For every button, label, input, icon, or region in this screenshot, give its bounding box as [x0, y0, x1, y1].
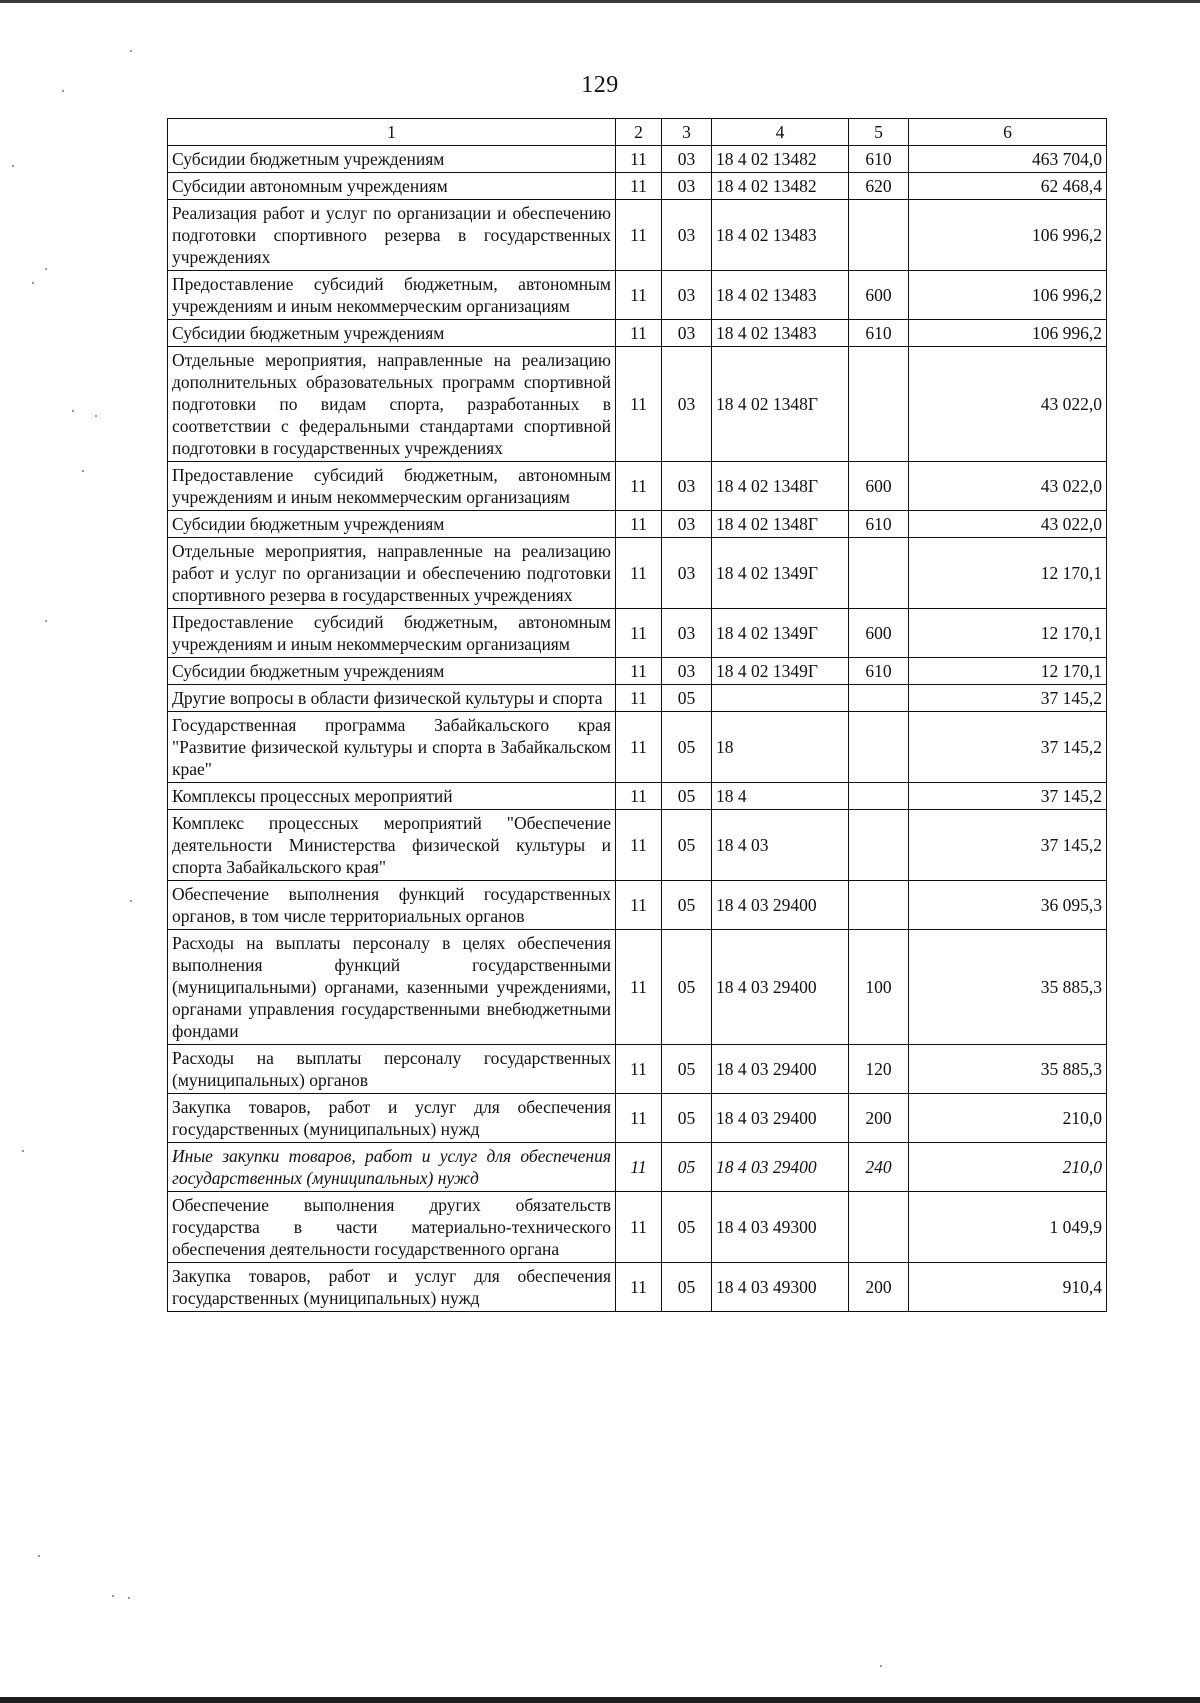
row-name-cell: Иные закупки товаров, работ и услуг для обеспечения государственных (муниципальных) нужд	[168, 1143, 616, 1192]
table-row	[168, 462, 1107, 511]
subsection-code-cell: 03	[662, 347, 712, 462]
section-code-cell: 11	[616, 462, 662, 511]
section-code-cell: 11	[616, 320, 662, 347]
amount-cell: 12 170,1	[909, 538, 1107, 609]
table-row	[168, 538, 1107, 609]
amount-cell: 37 145,2	[909, 685, 1107, 712]
table-row	[168, 810, 1107, 881]
expense-type-code-cell: 200	[849, 1094, 909, 1143]
scan-speck	[130, 50, 132, 52]
table-row	[168, 881, 1107, 930]
section-code-cell: 11	[616, 200, 662, 271]
expense-type-code-cell: 240	[849, 1143, 909, 1192]
target-article-code-cell: 18 4 03 29400	[712, 1143, 849, 1192]
table-row	[168, 1263, 1107, 1312]
scan-bottom-edge	[0, 1697, 1200, 1703]
expense-type-code-cell: 100	[849, 930, 909, 1045]
amount-cell: 35 885,3	[909, 1045, 1107, 1094]
target-article-code-cell: 18 4 03 29400	[712, 1094, 849, 1143]
row-name-cell: Государственная программа Забайкальского края "Развитие физической культуры и спорта в Забайкальском крае"	[168, 712, 616, 783]
row-name-cell: Субсидии бюджетным учреждениям	[168, 146, 616, 173]
budget-table	[167, 118, 1107, 1312]
section-code-cell: 11	[616, 1263, 662, 1312]
section-code-cell: 11	[616, 658, 662, 685]
row-name-cell: Субсидии бюджетным учреждениям	[168, 658, 616, 685]
subsection-code-cell: 05	[662, 810, 712, 881]
section-code-cell: 11	[616, 1094, 662, 1143]
expense-type-code-cell: 610	[849, 658, 909, 685]
subsection-code-cell: 03	[662, 146, 712, 173]
section-code-cell: 11	[616, 1143, 662, 1192]
scan-speck	[45, 268, 47, 270]
subsection-code-cell: 03	[662, 200, 712, 271]
column-header: 1	[168, 119, 616, 146]
amount-cell: 62 468,4	[909, 173, 1107, 200]
expense-type-code-cell	[849, 783, 909, 810]
scan-speck	[72, 410, 74, 412]
subsection-code-cell: 05	[662, 712, 712, 783]
expense-type-code-cell	[849, 200, 909, 271]
row-name-cell: Субсидии бюджетным учреждениям	[168, 511, 616, 538]
table-row	[168, 609, 1107, 658]
expense-type-code-cell: 200	[849, 1263, 909, 1312]
amount-cell: 12 170,1	[909, 658, 1107, 685]
amount-cell: 463 704,0	[909, 146, 1107, 173]
row-name-cell: Обеспечение выполнения других обязательств государства в части материально-технического обеспечения деятельности государственного органа	[168, 1192, 616, 1263]
table-header-row	[168, 119, 1107, 146]
table-row	[168, 658, 1107, 685]
scan-speck	[128, 1597, 130, 1599]
row-name-cell: Субсидии автономным учреждениям	[168, 173, 616, 200]
table-row	[168, 712, 1107, 783]
table-row	[168, 320, 1107, 347]
page-number: 129	[581, 72, 619, 98]
row-name-cell: Обеспечение выполнения функций государственных органов, в том числе территориальных органов	[168, 881, 616, 930]
amount-cell: 210,0	[909, 1094, 1107, 1143]
section-code-cell: 11	[616, 146, 662, 173]
subsection-code-cell: 05	[662, 685, 712, 712]
expense-type-code-cell: 600	[849, 271, 909, 320]
column-header: 5	[849, 119, 909, 146]
amount-cell: 36 095,3	[909, 881, 1107, 930]
target-article-code-cell	[712, 685, 849, 712]
target-article-code-cell: 18 4 02 1349Г	[712, 538, 849, 609]
expense-type-code-cell: 120	[849, 1045, 909, 1094]
section-code-cell: 11	[616, 271, 662, 320]
section-code-cell: 11	[616, 881, 662, 930]
table-row	[168, 146, 1107, 173]
section-code-cell: 11	[616, 347, 662, 462]
subsection-code-cell: 03	[662, 538, 712, 609]
table-row	[168, 1143, 1107, 1192]
section-code-cell: 11	[616, 685, 662, 712]
target-article-code-cell: 18 4 03 29400	[712, 881, 849, 930]
section-code-cell: 11	[616, 609, 662, 658]
target-article-code-cell: 18 4 02 13483	[712, 320, 849, 347]
section-code-cell: 11	[616, 930, 662, 1045]
table-row	[168, 1045, 1107, 1094]
scan-speck	[12, 165, 14, 167]
expense-type-code-cell	[849, 810, 909, 881]
subsection-code-cell: 03	[662, 609, 712, 658]
row-name-cell: Отдельные мероприятия, направленные на реализацию работ и услуг по организации и обеспечению подготовки спортивного резерва в государственных учреждениях	[168, 538, 616, 609]
expense-type-code-cell: 600	[849, 462, 909, 511]
subsection-code-cell: 05	[662, 1143, 712, 1192]
scan-speck	[22, 1150, 24, 1152]
table-row	[168, 685, 1107, 712]
expense-type-code-cell: 610	[849, 146, 909, 173]
subsection-code-cell: 05	[662, 1263, 712, 1312]
section-code-cell: 11	[616, 538, 662, 609]
table-row	[168, 783, 1107, 810]
section-code-cell: 11	[616, 712, 662, 783]
row-name-cell: Комплексы процессных мероприятий	[168, 783, 616, 810]
scan-speck	[95, 415, 97, 417]
amount-cell: 210,0	[909, 1143, 1107, 1192]
expense-type-code-cell	[849, 347, 909, 462]
expense-type-code-cell: 610	[849, 511, 909, 538]
target-article-code-cell: 18 4	[712, 783, 849, 810]
subsection-code-cell: 03	[662, 320, 712, 347]
subsection-code-cell: 05	[662, 1094, 712, 1143]
table-row	[168, 173, 1107, 200]
table-row	[168, 1192, 1107, 1263]
expense-type-code-cell	[849, 685, 909, 712]
target-article-code-cell: 18 4 03 49300	[712, 1263, 849, 1312]
target-article-code-cell: 18 4 03 49300	[712, 1192, 849, 1263]
subsection-code-cell: 03	[662, 271, 712, 320]
amount-cell: 106 996,2	[909, 200, 1107, 271]
section-code-cell: 11	[616, 783, 662, 810]
section-code-cell: 11	[616, 1192, 662, 1263]
amount-cell: 35 885,3	[909, 930, 1107, 1045]
amount-cell: 1 049,9	[909, 1192, 1107, 1263]
table-row	[168, 511, 1107, 538]
amount-cell: 12 170,1	[909, 609, 1107, 658]
target-article-code-cell: 18 4 02 1348Г	[712, 347, 849, 462]
table-row	[168, 1094, 1107, 1143]
subsection-code-cell: 05	[662, 930, 712, 1045]
section-code-cell: 11	[616, 511, 662, 538]
expense-type-code-cell	[849, 712, 909, 783]
subsection-code-cell: 05	[662, 881, 712, 930]
table-row	[168, 930, 1107, 1045]
target-article-code-cell: 18 4 03 29400	[712, 1045, 849, 1094]
amount-cell: 37 145,2	[909, 783, 1107, 810]
target-article-code-cell: 18	[712, 712, 849, 783]
column-header: 6	[909, 119, 1107, 146]
column-header: 2	[616, 119, 662, 146]
expense-type-code-cell: 610	[849, 320, 909, 347]
table-row	[168, 347, 1107, 462]
target-article-code-cell: 18 4 02 1348Г	[712, 511, 849, 538]
column-header: 3	[662, 119, 712, 146]
subsection-code-cell: 05	[662, 783, 712, 810]
section-code-cell: 11	[616, 173, 662, 200]
row-name-cell: Реализация работ и услуг по организации и обеспечению подготовки спортивного резерва в государственных учреждениях	[168, 200, 616, 271]
scan-speck	[112, 1595, 114, 1597]
amount-cell: 37 145,2	[909, 712, 1107, 783]
target-article-code-cell: 18 4 02 13483	[712, 200, 849, 271]
amount-cell: 43 022,0	[909, 462, 1107, 511]
scan-speck	[62, 90, 64, 92]
subsection-code-cell: 05	[662, 1192, 712, 1263]
row-name-cell: Расходы на выплаты персоналу в целях обеспечения выполнения функций государственными (муниципальными) органами, казенными учреждениями, органами управления государственными внебюджетными фондами	[168, 930, 616, 1045]
scan-speck	[32, 282, 34, 284]
table-row	[168, 271, 1107, 320]
subsection-code-cell: 03	[662, 511, 712, 538]
scan-speck	[130, 900, 132, 902]
row-name-cell: Отдельные мероприятия, направленные на реализацию дополнительных образовательных программ спортивной подготовки по видам спорта, разработанных в соответствии с федеральными стандартами спортивной подготовки в государственных учреждениях	[168, 347, 616, 462]
row-name-cell: Комплекс процессных мероприятий "Обеспечение деятельности Министерства физической культуры и спорта Забайкальского края"	[168, 810, 616, 881]
table-row	[168, 200, 1107, 271]
row-name-cell: Субсидии бюджетным учреждениям	[168, 320, 616, 347]
expense-type-code-cell	[849, 1192, 909, 1263]
target-article-code-cell: 18 4 02 13482	[712, 146, 849, 173]
target-article-code-cell: 18 4 02 13482	[712, 173, 849, 200]
subsection-code-cell: 03	[662, 173, 712, 200]
scan-speck	[82, 470, 84, 472]
scan-speck	[45, 620, 47, 622]
amount-cell: 43 022,0	[909, 347, 1107, 462]
scan-speck	[38, 1555, 40, 1557]
scan-top-edge	[0, 0, 1200, 3]
target-article-code-cell: 18 4 02 13483	[712, 271, 849, 320]
amount-cell: 106 996,2	[909, 271, 1107, 320]
amount-cell: 37 145,2	[909, 810, 1107, 881]
expense-type-code-cell: 620	[849, 173, 909, 200]
row-name-cell: Закупка товаров, работ и услуг для обеспечения государственных (муниципальных) нужд	[168, 1263, 616, 1312]
target-article-code-cell: 18 4 03 29400	[712, 930, 849, 1045]
row-name-cell: Расходы на выплаты персоналу государственных (муниципальных) органов	[168, 1045, 616, 1094]
subsection-code-cell: 03	[662, 462, 712, 511]
row-name-cell: Другие вопросы в области физической культуры и спорта	[168, 685, 616, 712]
expense-type-code-cell	[849, 881, 909, 930]
target-article-code-cell: 18 4 02 1349Г	[712, 609, 849, 658]
subsection-code-cell: 03	[662, 658, 712, 685]
expense-type-code-cell	[849, 538, 909, 609]
row-name-cell: Закупка товаров, работ и услуг для обеспечения государственных (муниципальных) нужд	[168, 1094, 616, 1143]
subsection-code-cell: 05	[662, 1045, 712, 1094]
amount-cell: 43 022,0	[909, 511, 1107, 538]
row-name-cell: Предоставление субсидий бюджетным, автономным учреждениям и иным некоммерческим организациям	[168, 271, 616, 320]
target-article-code-cell: 18 4 02 1349Г	[712, 658, 849, 685]
column-header: 4	[712, 119, 849, 146]
amount-cell: 910,4	[909, 1263, 1107, 1312]
target-article-code-cell: 18 4 03	[712, 810, 849, 881]
expense-type-code-cell: 600	[849, 609, 909, 658]
row-name-cell: Предоставление субсидий бюджетным, автономным учреждениям и иным некоммерческим организациям	[168, 609, 616, 658]
section-code-cell: 11	[616, 810, 662, 881]
section-code-cell: 11	[616, 1045, 662, 1094]
scan-speck	[880, 1665, 882, 1667]
target-article-code-cell: 18 4 02 1348Г	[712, 462, 849, 511]
budget-table-body	[168, 146, 1107, 1312]
amount-cell: 106 996,2	[909, 320, 1107, 347]
row-name-cell: Предоставление субсидий бюджетным, автономным учреждениям и иным некоммерческим организациям	[168, 462, 616, 511]
